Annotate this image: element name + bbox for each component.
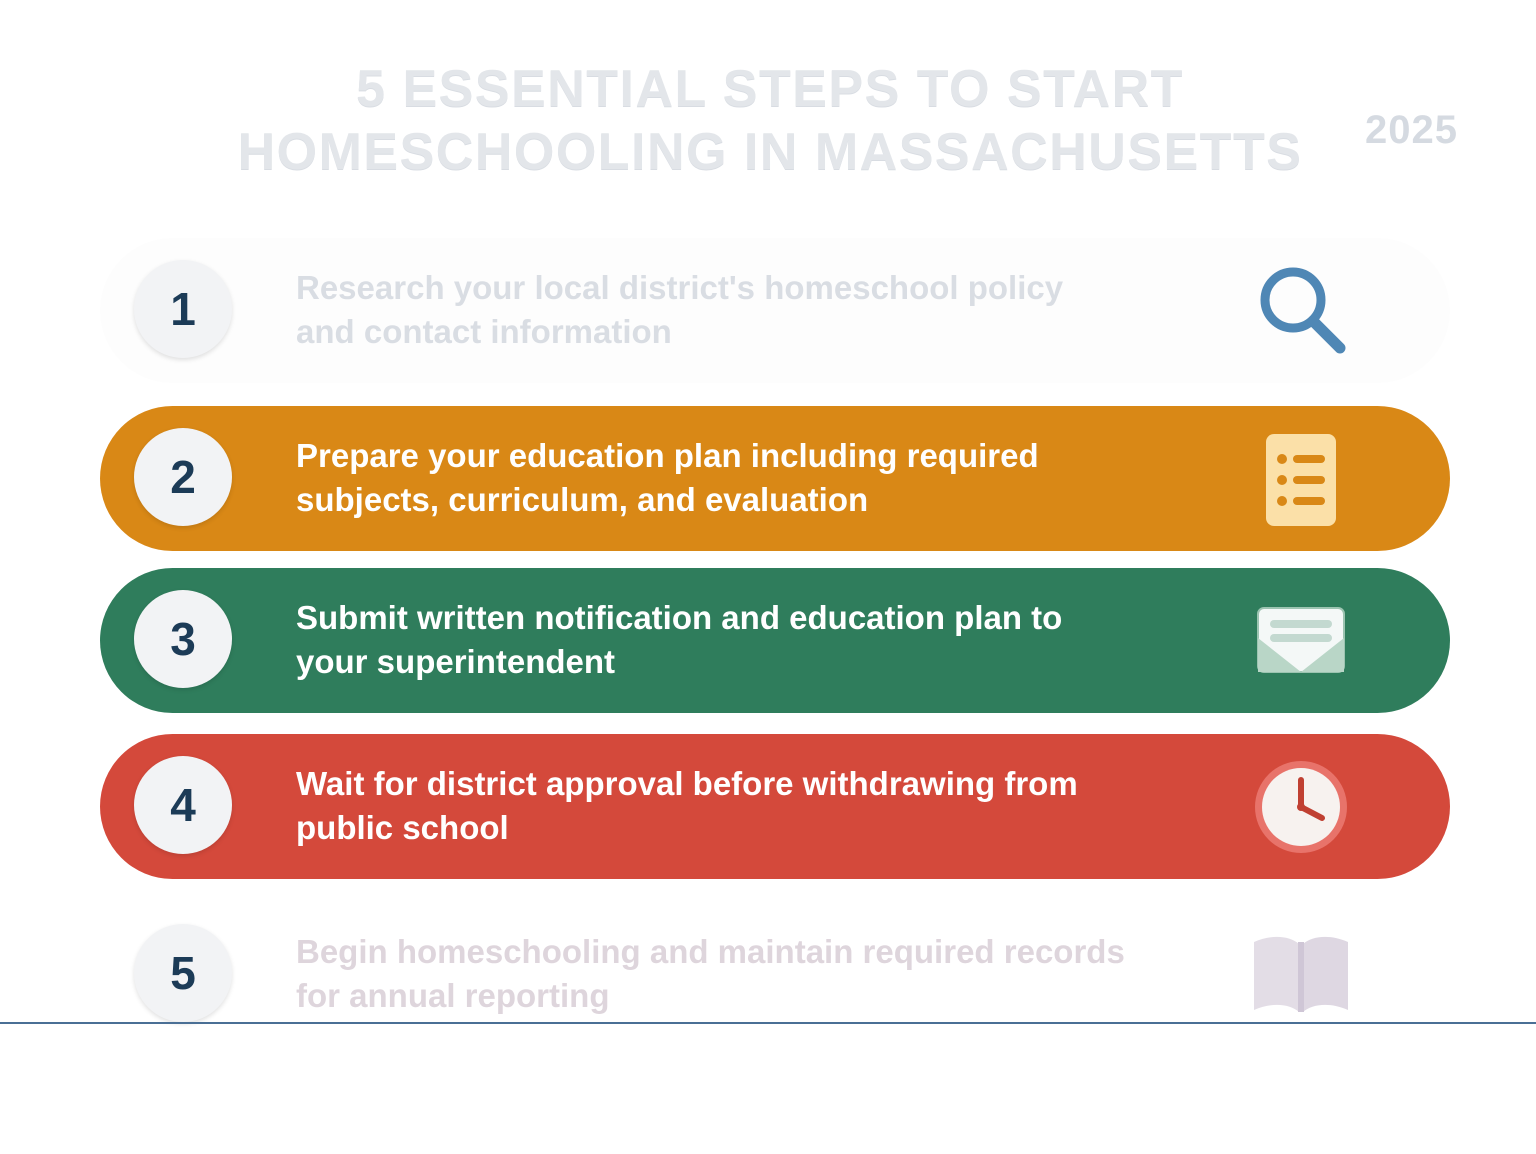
year-label: 2025 xyxy=(1365,108,1458,152)
title-line-1: 5 ESSENTIAL STEPS TO START xyxy=(356,60,1184,118)
checklist-document-icon xyxy=(1246,424,1356,534)
header xyxy=(0,48,1536,198)
footer-divider xyxy=(0,1022,1536,1024)
title-line-2: HOMESCHOOLING IN MASSACHUSETTS xyxy=(237,123,1303,182)
envelope-icon xyxy=(1246,586,1356,696)
step-row xyxy=(0,734,1536,866)
clock-icon xyxy=(1246,752,1356,862)
step-number-badge: 1 xyxy=(134,260,232,358)
step-row xyxy=(0,568,1536,700)
step-row xyxy=(0,238,1536,370)
step-number-badge: 5 xyxy=(134,924,232,1022)
step-text: Research your local district's homeschool policy and contact information xyxy=(296,269,1064,350)
step-text: Wait for district approval before withdrawing from public school xyxy=(296,765,1078,846)
step-text: Submit written notification and education plan to your superintendent xyxy=(296,599,1063,680)
page-title xyxy=(110,58,1430,185)
step-number-badge: 2 xyxy=(134,428,232,526)
magnifier-icon xyxy=(1246,256,1356,366)
step-text: Begin homeschooling and maintain required records for annual reporting xyxy=(296,933,1125,1014)
open-book-icon xyxy=(1246,920,1356,1030)
step-number-badge: 4 xyxy=(134,756,232,854)
step-row xyxy=(0,902,1536,1034)
step-text: Prepare your education plan including required subjects, curriculum, and evaluation xyxy=(296,437,1039,518)
step-number-badge: 3 xyxy=(134,590,232,688)
step-row xyxy=(0,406,1536,538)
